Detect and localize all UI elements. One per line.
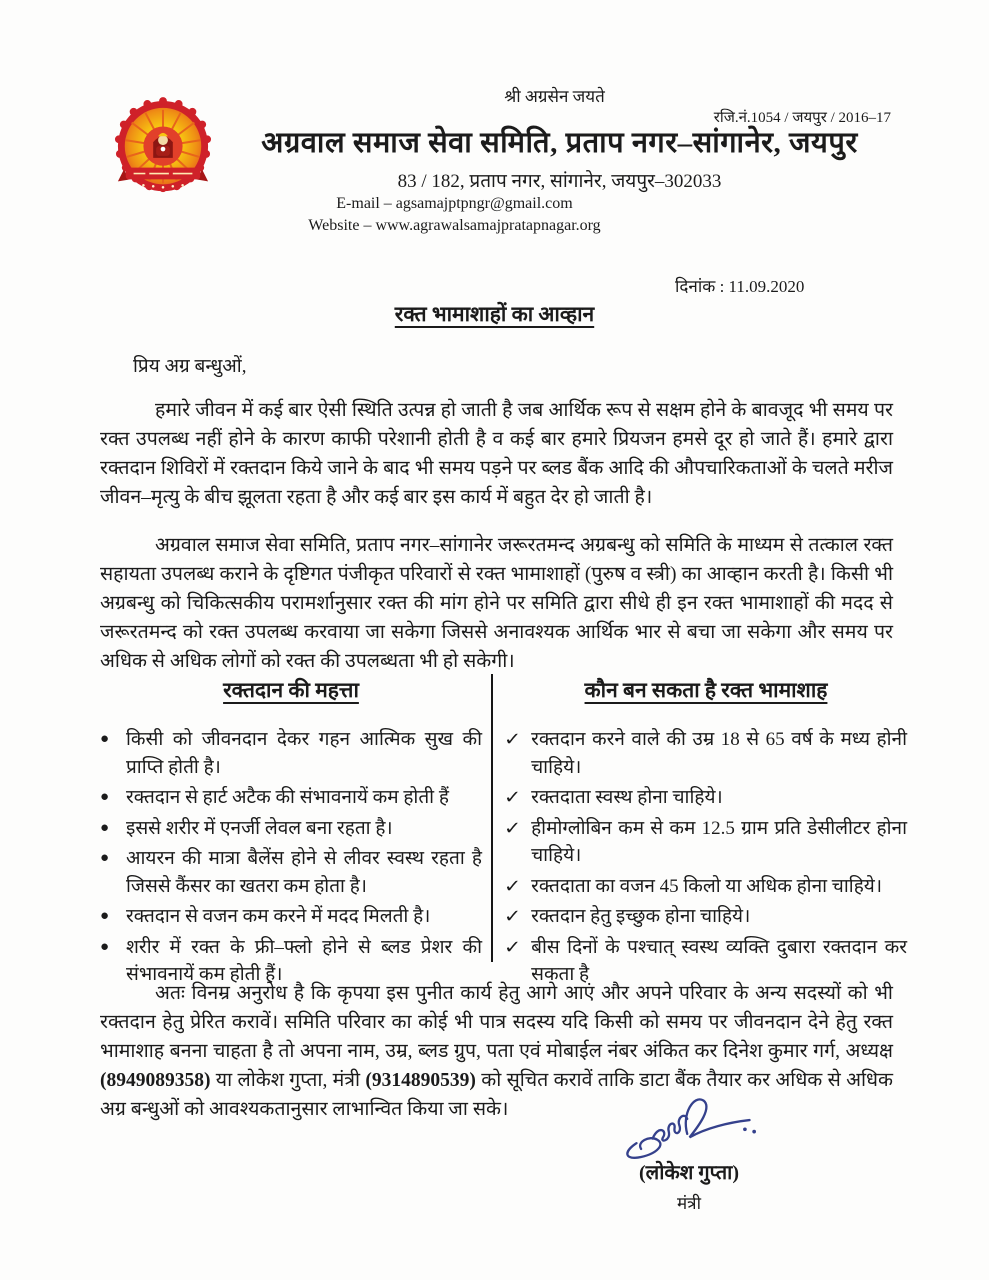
- list-item: [100, 815, 482, 843]
- list-item-text: रक्तदाता स्वस्थ होना चाहिये।: [531, 787, 723, 808]
- org-email: E-mail – agsamajptpngr@gmail.com: [336, 195, 573, 212]
- list-item-text: रक्तदान से हार्ट अटैक की संभावनायें कम होती हैं: [126, 787, 449, 808]
- list-item-text: रक्तदान से वजन कम करने में मदद मिलती है।: [126, 906, 431, 927]
- list-item-text: आयरन की मात्रा बैलेंस होने से लीवर स्वस्थ रहता है जिससे कैंसर का खतरा कम होता है।: [126, 848, 482, 897]
- closing-paragraph: [100, 979, 893, 1124]
- check-icon: ✓: [503, 875, 522, 896]
- list-item-text: रक्तदान करने वाले की उम्र 18 से 65 वर्ष के मध्य होनी चाहिये।: [531, 729, 907, 778]
- eligibility-list: [505, 726, 907, 989]
- bullet-icon: ●: [100, 908, 110, 924]
- check-icon: ✓: [503, 729, 522, 749]
- handwritten-signature: [618, 1090, 768, 1164]
- list-item-text: बीस दिनों के पश्चात् स्वस्थ व्यक्ति दुबारा रक्तदान कर सकता है: [531, 936, 907, 985]
- check-icon: ✓: [503, 906, 522, 926]
- org-name: अग्रवाल समाज सेवा समिति, प्रताप नगर–सांगानेर, जयपुर: [261, 127, 858, 159]
- president-phone-number: (8949089358): [100, 1070, 211, 1091]
- list-item-text: हीमोग्लोबिन कम से कम 12.5 ग्राम प्रति डेसीलीटर होना चाहिये।: [531, 817, 907, 866]
- list-item: [505, 726, 907, 781]
- list-item-text: रक्तदाता का वजन 45 किलो या अधिक होना चाहिये।: [531, 875, 883, 897]
- list-item: [505, 815, 907, 870]
- closing-text: को सूचित करावें ताकि डाटा बैंक तैयार कर अधिक से अधिक अग्र बन्धुओं को आवश्यकतानुसार लाभान्वित किया जा सके।: [100, 1070, 893, 1120]
- list-item: [100, 903, 482, 931]
- bullet-icon: ●: [100, 938, 110, 955]
- invocation-line: श्री अग्रसेन जयते: [504, 87, 605, 106]
- list-item-text: इससे शरीर में एनर्जी लेवल बना रहता है।: [126, 817, 393, 839]
- signatory-name: (लोकेश गुप्ता): [638, 1162, 740, 1184]
- right-column-header: [505, 676, 907, 704]
- letter-title-text: रक्त भामाशाहों का आव्हान: [394, 302, 595, 326]
- list-item: [505, 873, 907, 901]
- list-item: [100, 845, 482, 900]
- left-column-header-text: रक्तदान की महत्ता: [223, 678, 359, 702]
- letter-title: [0, 300, 989, 328]
- date-line: दिनांक : 11.09.2020: [675, 277, 805, 296]
- left-column-header: [100, 676, 482, 704]
- org-address: 83 / 182, प्रताप नगर, सांगानेर, जयपुर–302033: [397, 171, 722, 192]
- list-item-text: रक्तदान हेतु इच्छुक होना चाहिये।: [531, 906, 751, 927]
- list-item: [505, 903, 907, 931]
- signatory-title: मंत्री: [677, 1194, 701, 1213]
- signature-block: [567, 1158, 811, 1214]
- bullet-icon: ●: [100, 850, 110, 866]
- right-column-header-text: कौन बन सकता है रक्त भामाशाह: [584, 678, 828, 702]
- list-item: [505, 784, 907, 812]
- list-item-text: शरीर में रक्त के फ्री–फ्लो होने से ब्लड प्रेशर की संभावनायें कम होती हैं।: [126, 936, 482, 985]
- closing-text: अतः विनम्र अनुरोध है कि कृपया इस पुनीत कार्य हेतु आगे आएं और अपने परिवार के अन्य सदस्यों को भी रक्तदान हेतु प्रेरित करावें। समिति परिवार का कोई भी पात्र सदस्य यदि किसी को समय पर जीवनदान देने हेतु रक्त भामाशाह बनना चाहता है तो अपना नाम, उम्र, ब्लड ग्रुप, पता एवं मोबाईल नंबर अंकित कर दिनेश कुमार गर्ग, अध्यक्ष: [100, 983, 893, 1062]
- check-icon: ✓: [503, 817, 522, 838]
- registration-number: रजि.नं.1054 / जयपुर / 2016–17: [713, 110, 891, 126]
- list-item: [100, 726, 482, 781]
- list-item-text: किसी को जीवनदान देकर गहन आत्मिक सुख की प्राप्ति होती है।: [126, 729, 482, 778]
- bullet-icon: ●: [100, 819, 110, 836]
- body-paragraph-2: अग्रवाल समाज सेवा समिति, प्रताप नगर–सांगानेर जरूरतमन्द अग्रबन्धु को समिति के माध्यम से तत्काल रक्त सहायता उपलब्ध कराने के दृष्टिगत पंजीकृत परिवारों से रक्त भामाशाहों (पुरुष व स्त्री) का आव्हान करती है। किसी भी अग्रबन्धु को चिकित्सकीय परामर्शानुसार रक्त की मांग होने पर समिति द्वारा सीधे ही इन रक्त भामाशाहों की मदद से जरूरतमन्द को रक्त उपलब्ध करवाया जा सकेगा जिससे अनावश्यक आर्थिक भार से बचा जा सकेगा और समय पर अधिक से अधिक लोगों को रक्त की उपलब्धता भी हो सकेगी।: [100, 535, 893, 672]
- closing-text: या लोकेश गुप्ता, मंत्री: [210, 1070, 366, 1091]
- benefits-list: [100, 726, 482, 989]
- check-icon: ✓: [503, 787, 522, 807]
- salutation: प्रिय अग्र बन्धुओं,: [133, 356, 247, 377]
- list-item: [100, 784, 482, 812]
- deity-figure: [143, 127, 182, 166]
- blood-donation-benefits-column: [100, 676, 482, 992]
- donor-eligibility-column: [505, 676, 907, 992]
- bullet-icon: ●: [100, 731, 110, 747]
- column-divider: [491, 674, 493, 962]
- body-paragraph-1: हमारे जीवन में कई बार ऐसी स्थिति उत्पन्न हो जाती है जब आर्थिक रूप से सक्षम होने के बावजूद भी समय पर रक्त उपलब्ध नहीं होने के कारण काफी परेशानी होती है व कई बार हमारे प्रियजन हमसे दूर हो जाते हैं। हमारे द्वारा रक्तदान शिविरों में रक्तदान किये जाने के बाद भी समय पड़ने पर ब्लड बैंक आदि की औपचारिकताओं के चलते मरीज जीवन–मृत्यु के बीच झूलता रहता है और कई बार इस कार्य में बहुत देर हो जाती है।: [100, 400, 893, 508]
- org-website: Website – www.agrawalsamajpratapnagar.org: [308, 217, 601, 234]
- bullet-icon: ●: [100, 789, 110, 805]
- check-icon: ✓: [503, 936, 522, 957]
- secretary-phone-number: (9314890539): [365, 1070, 476, 1091]
